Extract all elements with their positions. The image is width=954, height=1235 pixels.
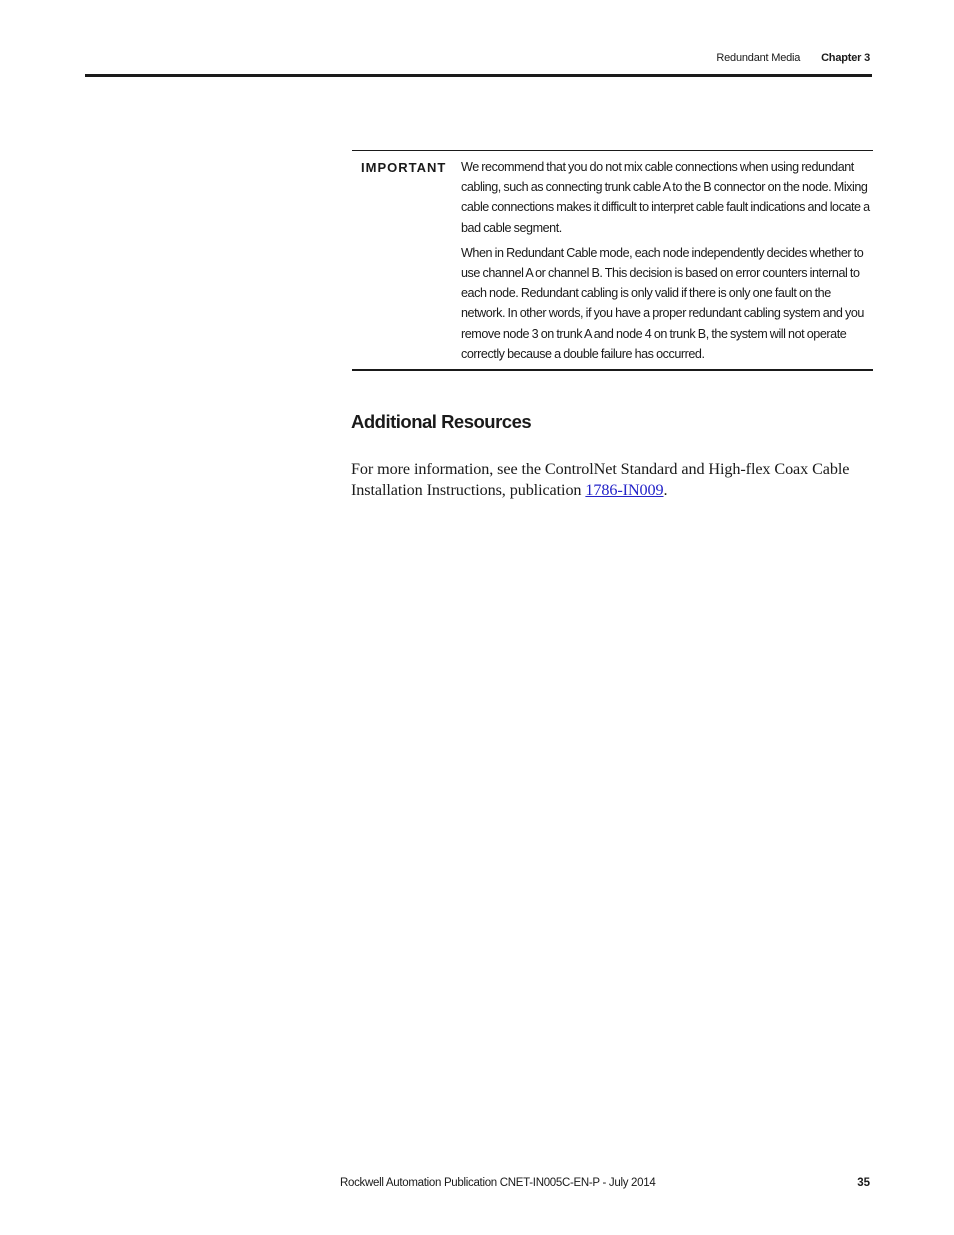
header-rule — [85, 74, 872, 77]
running-header — [716, 52, 870, 64]
publication-link[interactable]: 1786-IN009 — [585, 481, 664, 499]
important-note-text — [461, 157, 873, 369]
footer-page-number: 35 — [857, 1177, 870, 1189]
paragraph-end: . — [663, 481, 668, 499]
header-chapter: Chapter 3 — [821, 52, 870, 64]
footer-publication: Rockwell Automation Publication CNET-IN005C-EN-P - July 2014 — [340, 1177, 656, 1189]
important-paragraph-1: We recommend that you do not mix cable connections when using redundant cabling, such as connecting trunk cable A to the B connector on the node. Mixing cable connections makes it difficult to interpret cable fault indications and locate a bad cable segment. — [461, 160, 870, 235]
header-section-name: Redundant Media — [716, 52, 801, 64]
important-paragraph-2: When in Redundant Cable mode, each node independently decides whether to use channel A or channel B. This decision is based on error counters internal to each node. Redundant cabling is only valid if there is only one fault on the network. In other words, if you have a proper redundant cabling system and you remove node 3 on trunk A and node 4 on trunk B, the system will not operate correctly because a double failure has occurred. — [461, 245, 864, 361]
additional-resources-paragraph — [351, 459, 871, 501]
important-note-box — [352, 150, 873, 371]
important-label: IMPORTANT — [361, 160, 447, 175]
paragraph-text: For more information, see the ControlNet Standard and High-flex Coax Cable Installation Instructions, publication — [351, 460, 850, 499]
section-heading-additional-resources: Additional Resources — [351, 411, 532, 432]
